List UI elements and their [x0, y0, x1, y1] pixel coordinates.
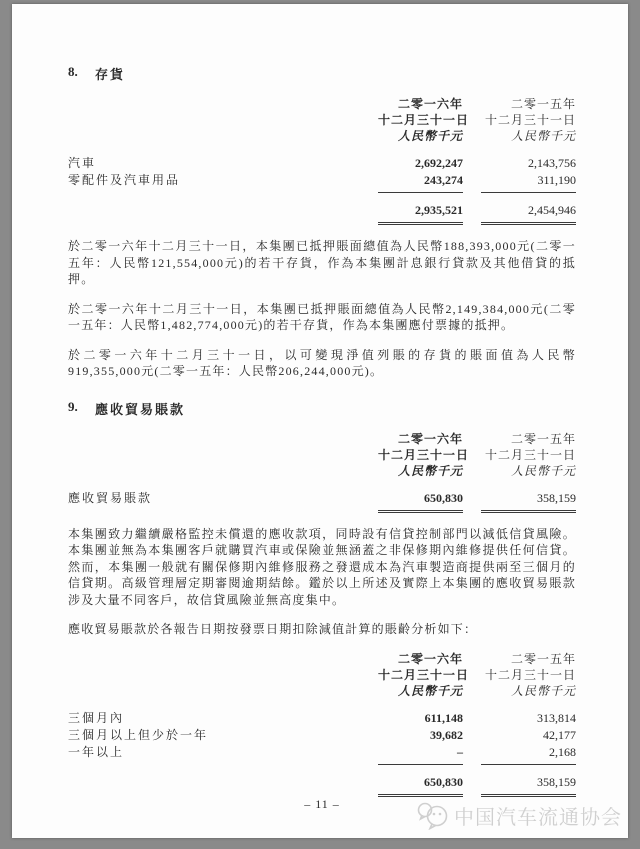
paragraph: 於二零一六年十二月三十一日，以可變現淨值列賬的存貨的賬面值為人民幣919,355,000元(二零一五年：人民幣206,244,000元)。 [68, 347, 576, 378]
wechat-icon [415, 800, 451, 830]
row-value-2016: 650,830 [378, 490, 463, 513]
section-heading [68, 64, 576, 83]
table-total-row [68, 774, 576, 797]
col-2015-year: 二零一五年 [510, 651, 576, 666]
col-2015-unit: 人民幣千元 [510, 129, 576, 143]
page-number: – 11 – [304, 797, 340, 811]
total-value-2016: 650,830 [378, 774, 463, 797]
col-2016-unit: 人民幣千元 [397, 683, 463, 698]
watermark [415, 800, 622, 830]
section-number: 8. [68, 64, 78, 79]
document-page [12, 4, 628, 838]
table-header [68, 651, 576, 699]
table-header [68, 96, 576, 144]
section-heading [68, 399, 576, 418]
table-row [68, 172, 576, 193]
col-2016-unit: 人民幣千元 [397, 129, 463, 143]
table-header [68, 431, 576, 479]
row-label: 汽車 [68, 156, 97, 170]
row-value-2015: 2,143,756 [528, 156, 576, 170]
row-value-2016: 243,274 [378, 172, 463, 193]
section-title: 存貨 [95, 67, 126, 82]
section-inventory [68, 64, 576, 380]
row-value-2016: 611,148 [424, 710, 463, 725]
row-value-2015: 42,177 [543, 727, 576, 742]
row-label: 應收貿易賬款 [68, 490, 153, 505]
page-content [12, 4, 628, 797]
col-2015-date: 十二月三十一日 [484, 113, 576, 127]
row-value-2015: 2,168 [481, 744, 576, 765]
row-label: 零配件及汽車用品 [68, 173, 181, 187]
col-2016-date: 十二月三十一日 [378, 113, 470, 127]
col-2015-unit: 人民幣千元 [510, 463, 576, 478]
col-2016-year: 二零一六年 [397, 651, 463, 666]
paragraph: 於二零一六年十二月三十一日，本集團已抵押賬面總值為人民幣2,149,384,000元(二零一五年：人民幣1,482,774,000元)的若干存貨，作為本集團應付票據的抵押。 [68, 301, 576, 332]
row-value-2016: – [378, 744, 463, 765]
watermark-text: 中国汽车流通协会 [454, 806, 622, 829]
col-2015-unit: 人民幣千元 [510, 683, 576, 698]
row-label: 一年以上 [68, 744, 125, 759]
receivables-table [68, 431, 576, 513]
table-row [68, 155, 576, 172]
col-2016-year: 二零一六年 [397, 97, 463, 111]
table-row [68, 490, 576, 513]
table-row [68, 727, 576, 744]
table-row [68, 710, 576, 727]
row-value-2015: 358,159 [481, 490, 576, 513]
section-trade-receivables [68, 399, 576, 797]
section-number: 9. [68, 398, 78, 414]
row-label: 三個月以上但少於一年 [68, 727, 209, 742]
row-label: 三個月內 [68, 710, 125, 725]
total-value-2015: 2,454,946 [481, 202, 576, 225]
row-value-2016: 39,682 [430, 727, 463, 742]
col-2015-year: 二零一五年 [510, 431, 576, 446]
aging-table [68, 651, 576, 797]
paragraph: 於二零一六年十二月三十一日，本集團已抵押賬面總值為人民幣188,393,000元(二零一五年：人民幣121,554,000元)的若干存貨，作為本集團計息銀行貸款及其他借貸的抵押。 [68, 239, 576, 286]
section-title: 應收貿易賬款 [95, 401, 186, 417]
row-value-2015: 311,190 [481, 172, 576, 193]
col-2015-date: 十二月三十一日 [484, 667, 576, 682]
col-2016-unit: 人民幣千元 [397, 463, 463, 478]
total-value-2015: 358,159 [481, 774, 576, 797]
inventory-table [68, 96, 576, 225]
table-row [68, 744, 576, 765]
aging-intro: 應收貿易賬款於各報告日期按發票日期扣除減值計算的賬齡分析如下： [68, 622, 478, 636]
total-value-2016: 2,935,521 [378, 202, 463, 225]
table-total-row [68, 202, 576, 225]
row-value-2015: 313,814 [537, 710, 576, 725]
col-2016-date: 十二月三十一日 [378, 447, 470, 462]
col-2015-year: 二零一五年 [510, 97, 576, 111]
col-2015-date: 十二月三十一日 [484, 447, 576, 462]
row-value-2016: 2,692,247 [415, 156, 463, 170]
paragraph: 本集團致力繼續嚴格監控未償還的應收款項，同時設有信貸控制部門以減低信貸風險。本集團並無為本集團客戶就購買汽車或保險並無涵蓋之非保修期內維修提供任何信貸。然而，本集團一般就有關保修期內維修服務之發還成本為汽車製造商提供兩至三個月的信貸期。高級管理層定期審閱逾期結餘。鑑於以上所述及實際上本集團的應收貿易賬款涉及大量不同客戶，故信貸風險並無高度集中。 [68, 526, 576, 607]
col-2016-year: 二零一六年 [397, 431, 463, 446]
col-2016-date: 十二月三十一日 [378, 667, 470, 682]
